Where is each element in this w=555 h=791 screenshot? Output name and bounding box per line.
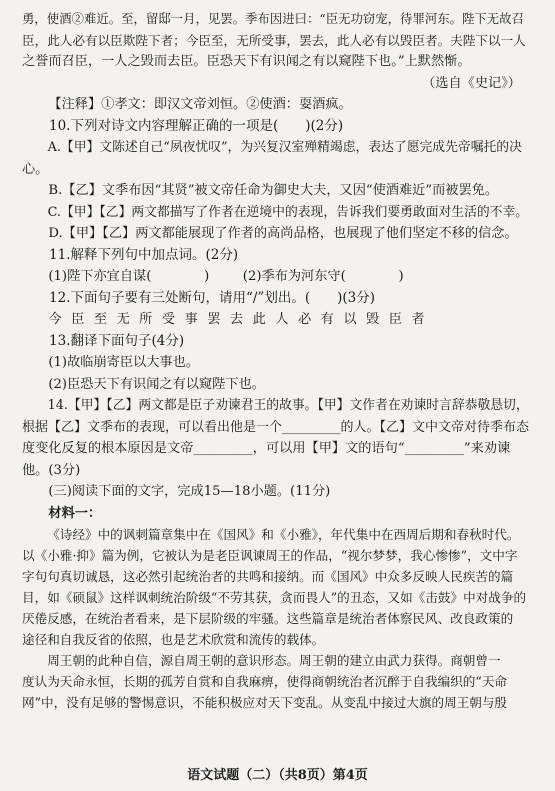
item-2: (2)季布为河东守( ) — [242, 269, 404, 284]
question-stem: 11.解释下列句中加点词。(2分) — [49, 246, 239, 263]
item-1: (1)陛下亦宜自谋( ) — [48, 269, 210, 284]
question-12 — [22, 288, 525, 331]
question-line: 度变化反复的根本原因是文帝_________，可以用【甲】文的语句“_________”来劝谏 — [22, 441, 511, 456]
question-line: 根据【乙】文季布的表现，可以看出他是一个_________的人。【乙】文中文帝对待季布态 — [22, 419, 530, 435]
option-c: C.【甲】【乙】两文都描写了作者在逆境中的表现，告诉我们要勇敢面对生活的不幸。 — [47, 204, 529, 220]
option-a: A.【甲】文陈述自己“夙夜忧叹”，为兴复汉室殚精竭虑，表达了愿完成先帝嘱托的决 — [47, 140, 522, 155]
question-line: 14.【甲】【乙】两文都是臣子劝谏君王的故事。【甲】文作者在劝谏时言辞恭敬恳切， — [47, 398, 529, 413]
question-line: 他。(3分) — [22, 462, 81, 478]
question-11 — [22, 245, 525, 288]
text-line: 之誉而召臣，一人之毁而去臣。臣恐天下有识闻之有以窥陛下也。”上默然惭。 — [22, 54, 471, 69]
passage-line: 《诗经》中的讽刺篇章集中在《国风》和《小雅》，年代集中在西周后期和春秋时代。 — [47, 527, 520, 542]
item-2: (2)臣恐天下有识闻之有以窥陛下也。 — [48, 376, 265, 392]
passage-line: 周王朝的此种自信，源自周王朝的意识形态。周王朝的建立由武力获得。商朝曾一 — [47, 653, 501, 668]
text-line: 勇，使酒②难近。至，留邸一月，见罢。季布因进曰：“臣无功窃宠，待罪河东。陛下无故召 — [22, 11, 524, 26]
passage-line: 目，如《硕鼠》这样讽刺统治阶级“不劳其获，贪而畏人”的丑态，又如《击鼓》中对战争的 — [22, 590, 527, 605]
item-1: (1)故临崩寄臣以大事也。 — [48, 355, 199, 370]
section-heading: (三)阅读下面的文字，完成15—18小题。(11分) — [48, 484, 331, 499]
material-label: 材料一： — [48, 505, 102, 521]
question-13 — [22, 331, 525, 396]
question-items — [22, 266, 525, 288]
sentence-to-punctuate: 今臣至无所受事罢去此人必有以毁臣者 — [48, 312, 435, 327]
option-d: D.【甲】【乙】两文都能展现了作者的高尚品格，也展现了他们坚定不移的信念。 — [48, 226, 518, 241]
text-line: 臣，此人必有以臣欺陛下者；今臣至，无所受事，罢去，此人必有以毁臣者。夫陛下以一人 — [22, 32, 526, 48]
question-stem: 12.下面句子要有三处断句，请用“/”划出。( )(3分) — [49, 289, 375, 306]
annotation-notes: 【注释】①孝文：即汉文帝刘恒。②使酒：耍酒疯。 — [48, 97, 352, 112]
source-citation: （选自《史记》） — [422, 75, 521, 91]
page-footer: 语文试题（二）（共8页）第4页 — [187, 768, 368, 783]
option-b: B.【乙】文季布因“其贤”被文帝任命为御史大夫，又因“使酒难近”而被罢免。 — [48, 183, 499, 198]
question-stem: 10.下列对诗文内容理解正确的一项是( )(2分) — [49, 117, 344, 134]
option-a-cont: 心。 — [22, 161, 49, 177]
question-14 — [22, 395, 530, 481]
passage-line: 度认为天命永恒，长期的孤芳自赏和自我麻痹，使得商朝统治者沉醉于自我编织的“天命 — [22, 674, 508, 689]
question-10 — [22, 116, 529, 245]
passage-line: 网”中，没有足够的警惕意识，不能积极应对天下变乱。从变乱中接过大旗的周王朝与殷 — [22, 695, 508, 710]
passage-line: 厌倦反感，在统治者看来，是下层阶级的牢骚。这些篇章是统治者体察民风、改良政策的 — [22, 611, 514, 626]
classical-text-continued — [22, 8, 525, 94]
passage-line: 途径和自我反省的依照，也是艺术欣赏和流传的载体。 — [22, 632, 325, 647]
passage-line: 字句句真切诚恳，这必然引起统治者的共鸣和接纳。而《国风》中众多反映人民疾苦的篇 — [22, 569, 514, 584]
question-stem: 13.翻译下面句子(4分) — [49, 332, 185, 349]
reading-passage — [22, 524, 525, 713]
passage-line: 以《小雅·抑》篇为例，它被认为是老臣讽谏周王的作品，“视尔梦梦，我心惨惨”，文中字 — [22, 548, 518, 563]
